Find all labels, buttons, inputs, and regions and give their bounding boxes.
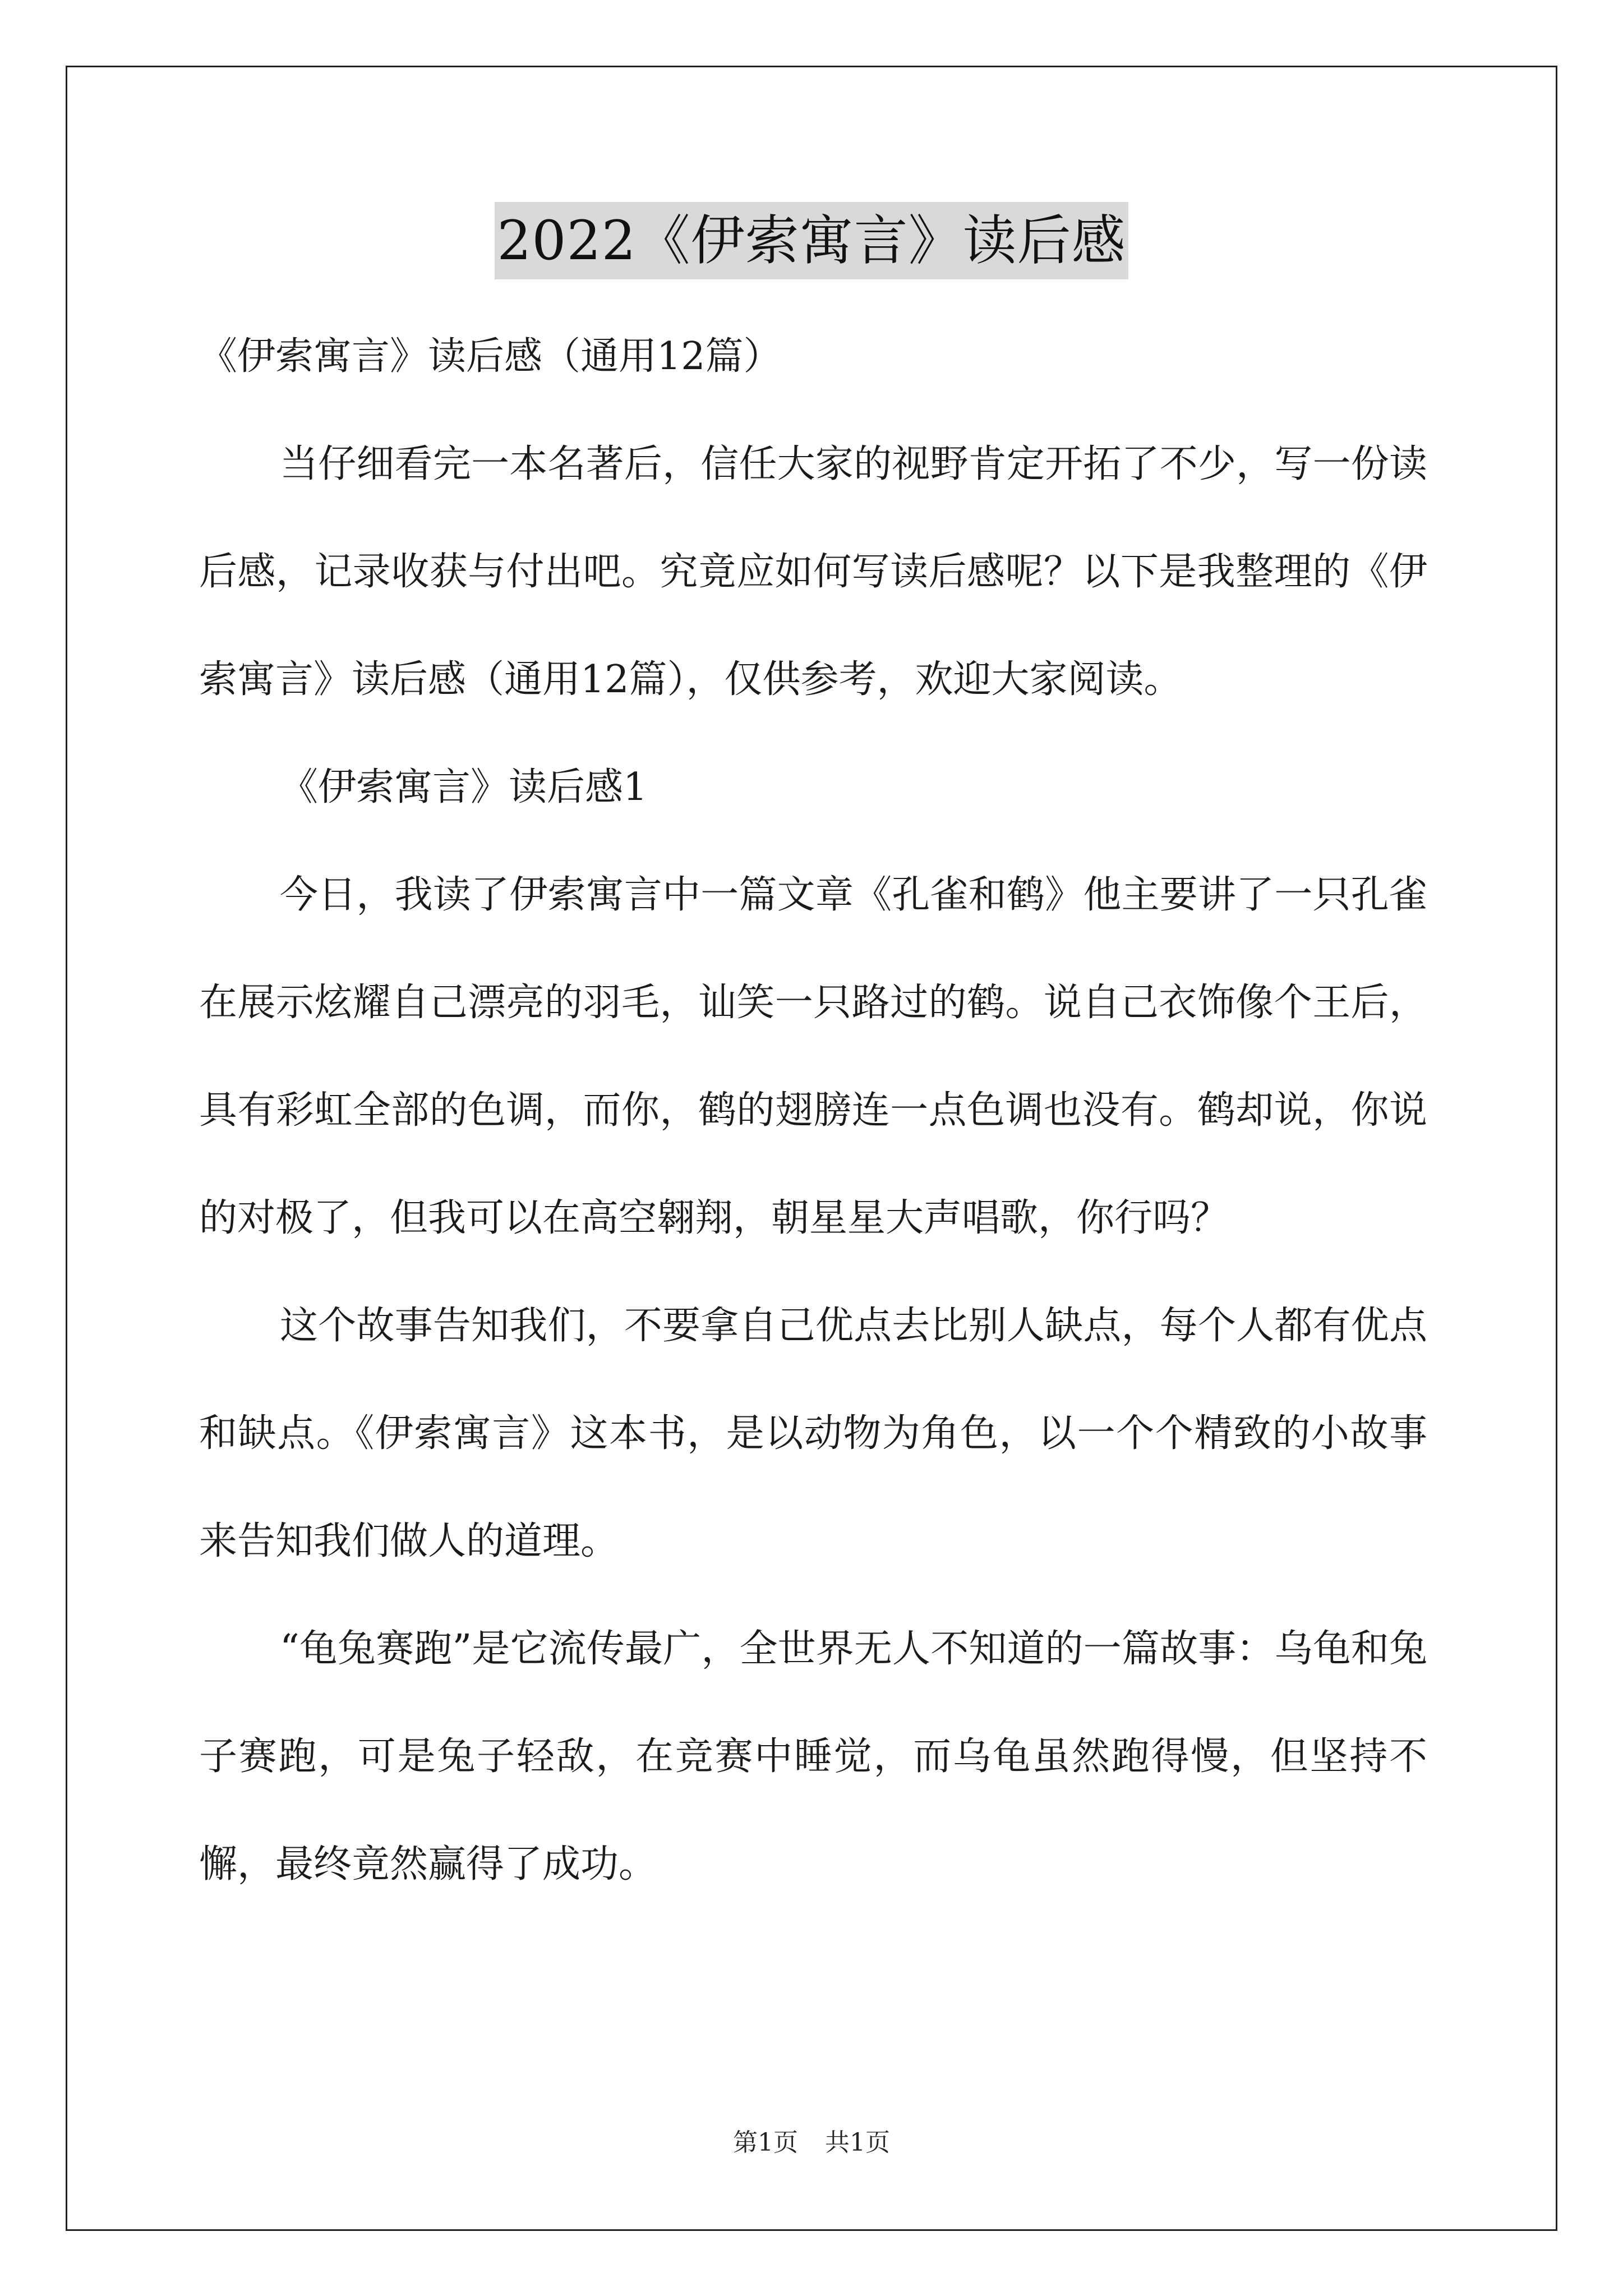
document-body [199,303,1427,1918]
page-number-current: 第1页 [733,2128,798,2157]
paragraph: “龟兔赛跑”是它流传最广，全世界无人不知道的一篇故事：乌龟和兔子赛跑，可是兔子轻敌，在竞赛中睡觉，而乌龟虽然跑得慢，但坚持不懈，最终竟然赢得了成功。 [199,1627,1427,1887]
paragraph-intro: 当仔细看完一本名著后，信任大家的视野肯定开拓了不少，写一份读后感，记录收获与付出吧。究竟应如何写读后感呢？以下是我整理的《伊索寓言》读后感（通用12篇），仅供参考，欢迎大家阅读。 [199,442,1427,702]
paragraph: 今日，我读了伊索寓言中一篇文章《孔雀和鹤》他主要讲了一只孔雀在展示炫耀自己漂亮的羽毛，讪笑一只路过的鹤。说自己衣饰像个王后，具有彩虹全部的色调，而你，鹤的翅膀连一点色调也没有。鹤却说，你说的对极了，但我可以在高空翱翔，朝星星大声唱歌，你行吗？ [199,873,1427,1240]
document-title: 2022《伊索寓言》读后感 [495,202,1128,279]
section-heading: 《伊索寓言》读后感1 [280,765,648,809]
title-container [0,202,1623,279]
document-subtitle: 《伊索寓言》读后感（通用12篇） [199,334,782,379]
page-number-total: 共1页 [825,2128,890,2157]
page-footer [0,2126,1623,2160]
paragraph: 这个故事告知我们，不要拿自己优点去比别人缺点，每个人都有优点和缺点。《伊索寓言》这本书，是以动物为角色，以一个个精致的小故事来告知我们做人的道理。 [199,1304,1427,1563]
